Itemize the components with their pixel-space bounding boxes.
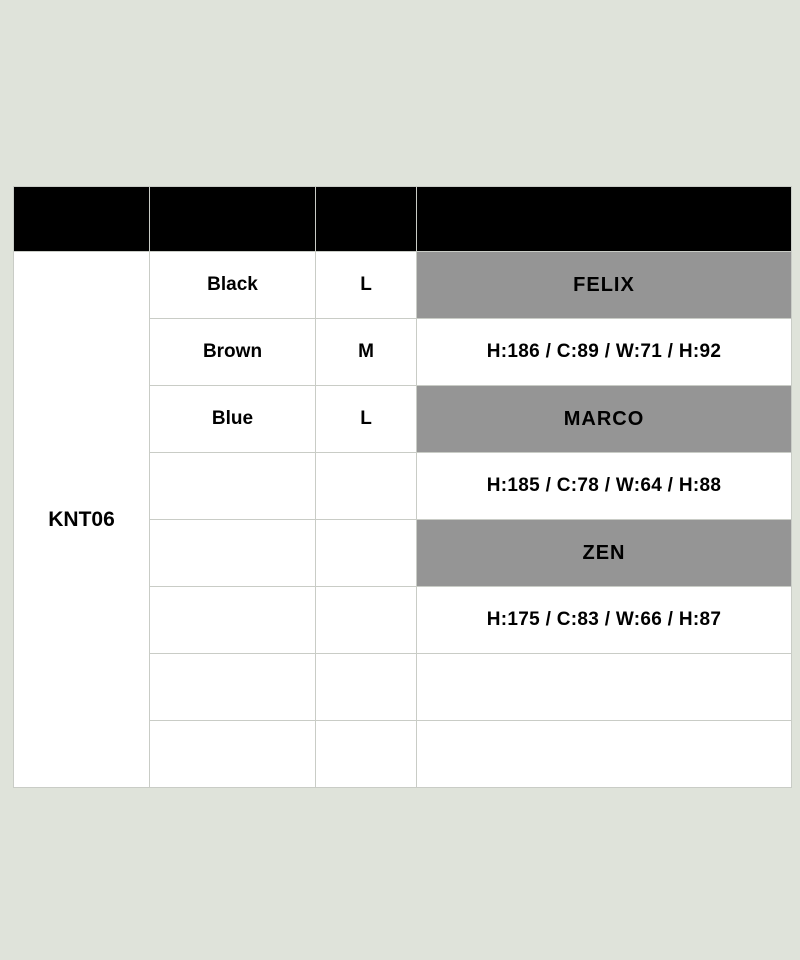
spec-table-container <box>13 186 787 788</box>
color-cell <box>150 721 316 788</box>
column-header-size: Size <box>316 187 417 252</box>
model-name-cell: FELIX <box>417 252 792 319</box>
color-cell <box>150 453 316 520</box>
size-cell: L <box>316 252 417 319</box>
model-measurements-cell: H:185 / C:78 / W:64 / H:88 <box>417 453 792 520</box>
column-header-knt: KNT <box>14 187 150 252</box>
column-header-models: Models <box>417 187 792 252</box>
column-header-color: Color <box>150 187 316 252</box>
color-cell <box>150 520 316 587</box>
color-cell: Blue <box>150 386 316 453</box>
table-head <box>14 187 792 252</box>
size-cell <box>316 587 417 654</box>
size-cell <box>316 453 417 520</box>
color-cell: Black <box>150 252 316 319</box>
model-measurements-cell: H:175 / C:83 / W:66 / H:87 <box>417 587 792 654</box>
product-spec-table <box>13 186 792 788</box>
color-cell: Brown <box>150 319 316 386</box>
knt-code-cell: KNT06 <box>14 252 150 788</box>
model-empty-cell <box>417 654 792 721</box>
size-cell: M <box>316 319 417 386</box>
table-row <box>14 252 792 319</box>
model-name-cell: MARCO <box>417 386 792 453</box>
model-empty-cell <box>417 721 792 788</box>
color-cell <box>150 654 316 721</box>
size-cell <box>316 721 417 788</box>
table-body <box>14 252 792 788</box>
size-cell: L <box>316 386 417 453</box>
table-header-row <box>14 187 792 252</box>
size-cell <box>316 654 417 721</box>
size-cell <box>316 520 417 587</box>
color-cell <box>150 587 316 654</box>
model-measurements-cell: H:186 / C:89 / W:71 / H:92 <box>417 319 792 386</box>
model-name-cell: ZEN <box>417 520 792 587</box>
